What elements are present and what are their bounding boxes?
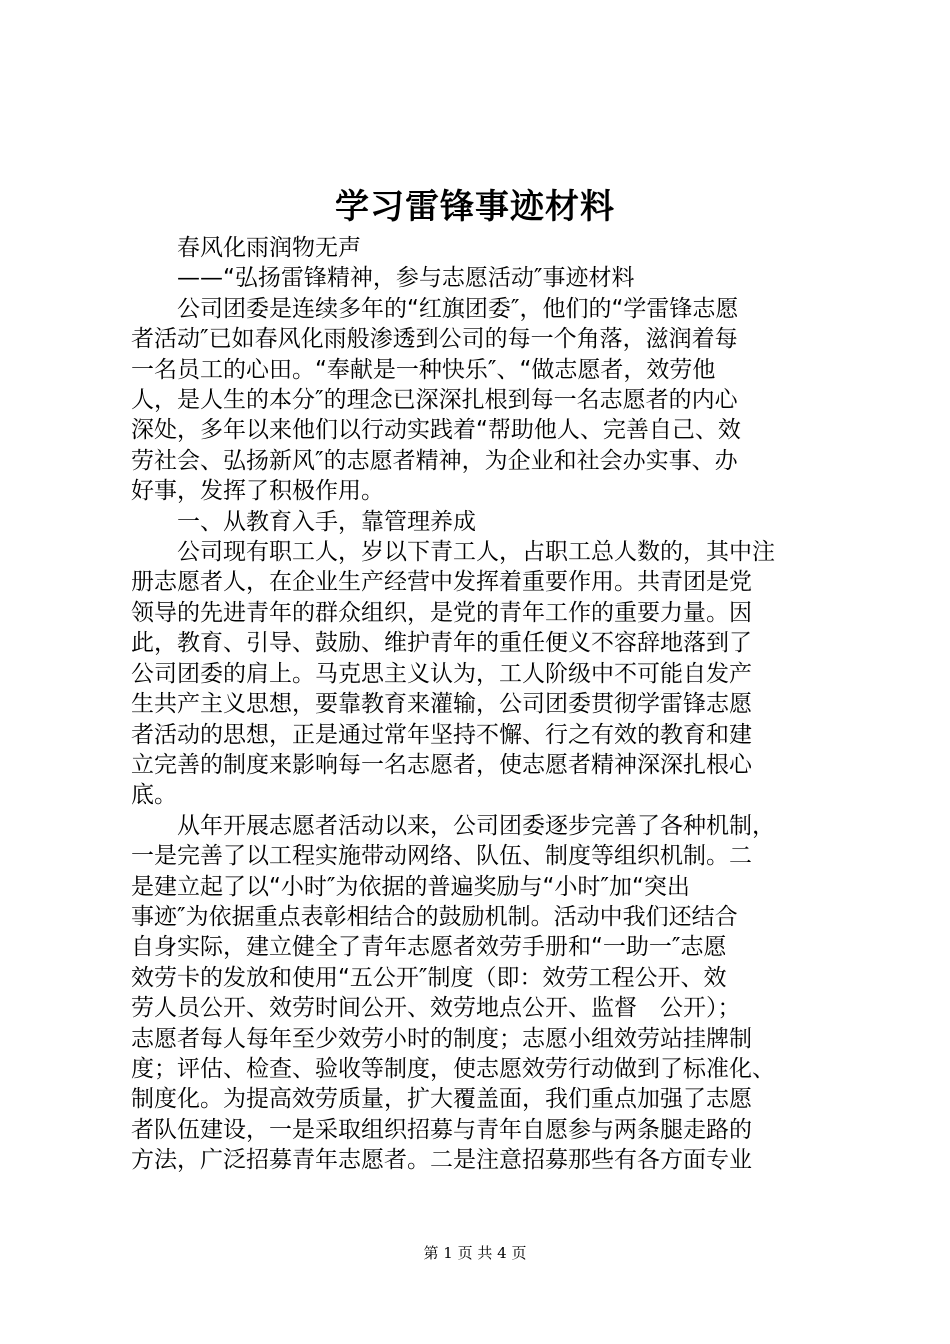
body-line: 劳社会、弘扬新风″的志愿者精神，为企业和社会办实事、办 bbox=[131, 447, 738, 474]
body-line: 公司团委的肩上。马克思主义认为，工人阶级中不可能自发产 bbox=[131, 660, 752, 687]
body-line: 是建立起了以“小时″为依据的普遍奖励与“小时″加“突出 bbox=[131, 873, 690, 900]
body-line: 一是完善了以工程实施带动网络、队伍、制度等组织机制。二 bbox=[131, 843, 752, 870]
body-line: 效劳卡的发放和使用“五公开″制度（即：效劳工程公开、效 bbox=[131, 964, 727, 991]
body-line: 制度化。为提高效劳质量，扩大覆盖面，我们重点加强了志愿 bbox=[131, 1086, 752, 1113]
body-line: 深处，多年以来他们以行动实践着“帮助他人、完善自己、效 bbox=[131, 417, 741, 444]
body-line: 者活动的思想，正是通过常年坚持不懈、行之有效的教育和建 bbox=[131, 721, 752, 748]
body-line: 公司团委是连续多年的“红旗团委″，他们的“学雷锋志愿 bbox=[177, 295, 739, 322]
body-line: 底。 bbox=[131, 782, 177, 809]
body-line: 生共产主义思想，要靠教育来灌输，公司团委贯彻学雷锋志愿 bbox=[131, 691, 752, 718]
body-line: 从年开展志愿者活动以来，公司团委逐步完善了各种机制， bbox=[177, 812, 775, 839]
body-line: ——“弘扬雷锋精神，参与志愿活动″事迹材料 bbox=[177, 265, 635, 292]
body-line: 领导的先进青年的群众组织，是党的青年工作的重要力量。因 bbox=[131, 599, 752, 626]
body-line: 者队伍建设，一是采取组织招募与青年自愿参与两条腿走路的 bbox=[131, 1116, 752, 1143]
body-line: 自身实际，建立健全了青年志愿者效劳手册和“一助一″志愿 bbox=[131, 934, 727, 961]
body-line: 度；评估、检查、验收等制度，使志愿效劳行动做到了标准化、 bbox=[131, 1055, 775, 1082]
body-line: 好事，发挥了积极作用。 bbox=[131, 478, 384, 505]
body-line: 一名员工的心田。“奉献是一种快乐″、“做志愿者，效劳他 bbox=[131, 356, 716, 383]
body-line: 册志愿者人，在企业生产经营中发挥着重要作用。共青团是党 bbox=[131, 569, 752, 596]
page-footer: 第 1 页 共 4 页 bbox=[423, 1244, 527, 1262]
body-line: 春风化雨润物无声 bbox=[177, 235, 361, 261]
body-line: 公司现有职工人，岁以下青工人，占职工总人数的，其中注 bbox=[177, 539, 775, 566]
body-line: 一、从教育入手，靠管理养成 bbox=[177, 508, 476, 535]
body-line: 立完善的制度来影响每一名志愿者，使志愿者精神深深扎根心 bbox=[131, 751, 752, 778]
body-line: 人，是人生的本分″的理念已深深扎根到每一名志愿者的内心 bbox=[131, 387, 738, 414]
body-line: 志愿者每人每年至少效劳小时的制度；志愿小组效劳站挂牌制 bbox=[131, 1025, 752, 1052]
body-line: 劳人员公开、效劳时间公开、效劳地点公开、监督 公开）； bbox=[131, 995, 741, 1022]
body-line: 方法，广泛招募青年志愿者。二是注意招募那些有各方面专业 bbox=[131, 1147, 752, 1174]
body-line: 者活动″已如春风化雨般渗透到公司的每一个角落，滋润着每 bbox=[131, 326, 738, 353]
document-body bbox=[131, 233, 845, 1176]
body-line: 此，教育、引导、鼓励、维护青年的重任便义不容辞地落到了 bbox=[131, 630, 752, 657]
body-line: 事迹″为依据重点表彰相结合的鼓励机制。活动中我们还结合 bbox=[131, 903, 738, 930]
document-title: 学习雷锋事迹材料 bbox=[335, 187, 615, 227]
